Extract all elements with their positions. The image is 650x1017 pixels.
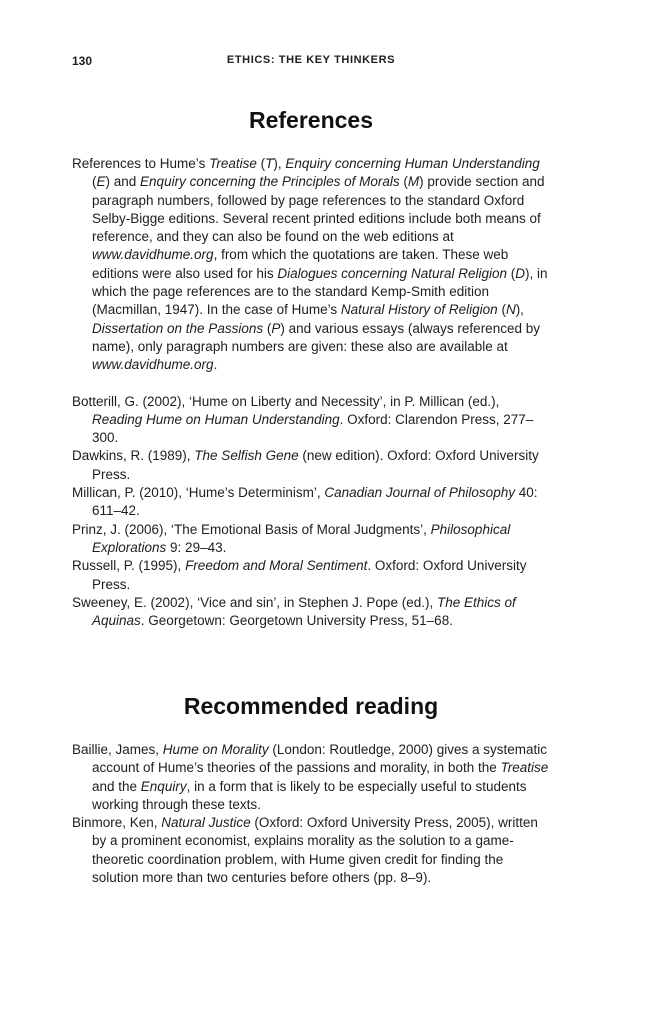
running-header xyxy=(72,54,550,70)
italic-title: D xyxy=(515,265,525,281)
references-section xyxy=(72,155,550,630)
italic-title: N xyxy=(505,302,516,318)
recommended-reading-entry: Binmore, Ken, Natural Justice (Oxford: Oxford University Press, 2005), written by a prominent economist, explains morality as the solution to a game-theoretic coordination problem, with Hume given credit for finding the solution more than two centuries before others (pp. 8–9). xyxy=(72,815,538,886)
reference-entry: Sweeney, E. (2002), ‘Vice and sin’, in Stephen J. Pope (ed.), The Ethics of Aquinas. Georgetown: Georgetown University Press, 51–68. xyxy=(72,594,516,629)
reference-entry: Dawkins, R. (1989), The Selfish Gene (new edition). Oxford: Oxford University Press. xyxy=(72,448,539,482)
reference-entry: Prinz, J. (2006), ‘The Emotional Basis of Moral Judgments’, Philosophical Explorations 9: 29–43. xyxy=(72,521,511,555)
recommended-reading-heading: Recommended reading xyxy=(183,693,439,719)
italic-title: The Selfish Gene xyxy=(194,448,299,464)
italic-title: M xyxy=(407,174,420,190)
reference-entry: Botterill, G. (2002), ‘Hume on Liberty and Necessity’, in P. Millican (ed.), Reading Hume on Human Understanding. Oxford: Clarendon Press, 277–300. xyxy=(72,393,534,446)
page-number: 130 xyxy=(72,54,93,68)
italic-title: Dissertation on the Passions xyxy=(92,320,264,336)
running-title: ETHICS: THE KEY THINKERS xyxy=(226,54,396,66)
italic-title: Enquiry concerning the Principles of Morals xyxy=(140,174,400,190)
italic-title: Treatise xyxy=(209,156,257,171)
italic-title: Enquiry xyxy=(140,778,187,794)
reference-entry: Russell, P. (1995), Freedom and Moral Sentiment. Oxford: Oxford University Press. xyxy=(72,558,527,592)
italic-title: T xyxy=(265,156,274,171)
italic-title: Treatise xyxy=(500,760,549,776)
italic-title: Natural Justice xyxy=(161,815,251,831)
italic-title: E xyxy=(96,174,106,190)
italic-title: Enquiry concerning Human Understanding xyxy=(285,156,540,171)
reference-entry: Millican, P. (2010), ‘Hume’s Determinism’, Canadian Journal of Philosophy 40: 611–42. xyxy=(72,485,538,519)
italic-title: Hume on Morality xyxy=(162,742,269,757)
italic-title: The Ethics of Aquinas xyxy=(92,594,516,629)
reference-list xyxy=(72,393,550,631)
references-heading: References xyxy=(248,107,374,133)
italic-title: www.davidhume.org xyxy=(92,357,214,373)
italic-title: www.davidhume.org xyxy=(92,247,214,263)
italic-title: Canadian Journal of Philosophy xyxy=(324,485,515,501)
italic-title: Natural History of Religion xyxy=(340,302,498,318)
italic-title: Reading Hume on Human Understanding xyxy=(92,411,340,427)
recommended-reading-section xyxy=(72,741,550,887)
italic-title: Freedom and Moral Sentiment xyxy=(185,558,368,574)
references-intro: References to Hume’s Treatise (T), Enquiry concerning Human Understanding (E) and Enquiry concerning the Principles of Morals (M) provide section and paragraph numbers, followed by page references to the standard Oxford Selby-Bigge editions. Several recent printed editions include both means of reference, and they can also be found on the web editions at www.davidhume.org, from which the quotations are taken. These web editions were also used for his Dialogues concerning Natural Religion (D), in which the page references are to the standard Kemp-Smith edition (Macmillan, 1947). In the case of Hume’s Natural History of Religion (N), Dissertation on the Passions (P) and various essays (always referenced by name), only paragraph numbers are given: these also are available at www.davidhume.org. xyxy=(72,156,548,373)
italic-title: Philosophical Explorations xyxy=(92,521,511,555)
italic-title: P xyxy=(271,320,281,336)
recommended-reading-entry: Baillie, James, Hume on Morality (London: Routledge, 2000) gives a systematic account of Hume’s theories of the passions and morality, in both the Treatise and the Enquiry, in a form that is likely to be especially useful to students working through these texts. xyxy=(72,742,549,812)
recommended-reading-list xyxy=(72,741,550,887)
italic-title: Dialogues concerning Natural Religion xyxy=(277,265,507,281)
